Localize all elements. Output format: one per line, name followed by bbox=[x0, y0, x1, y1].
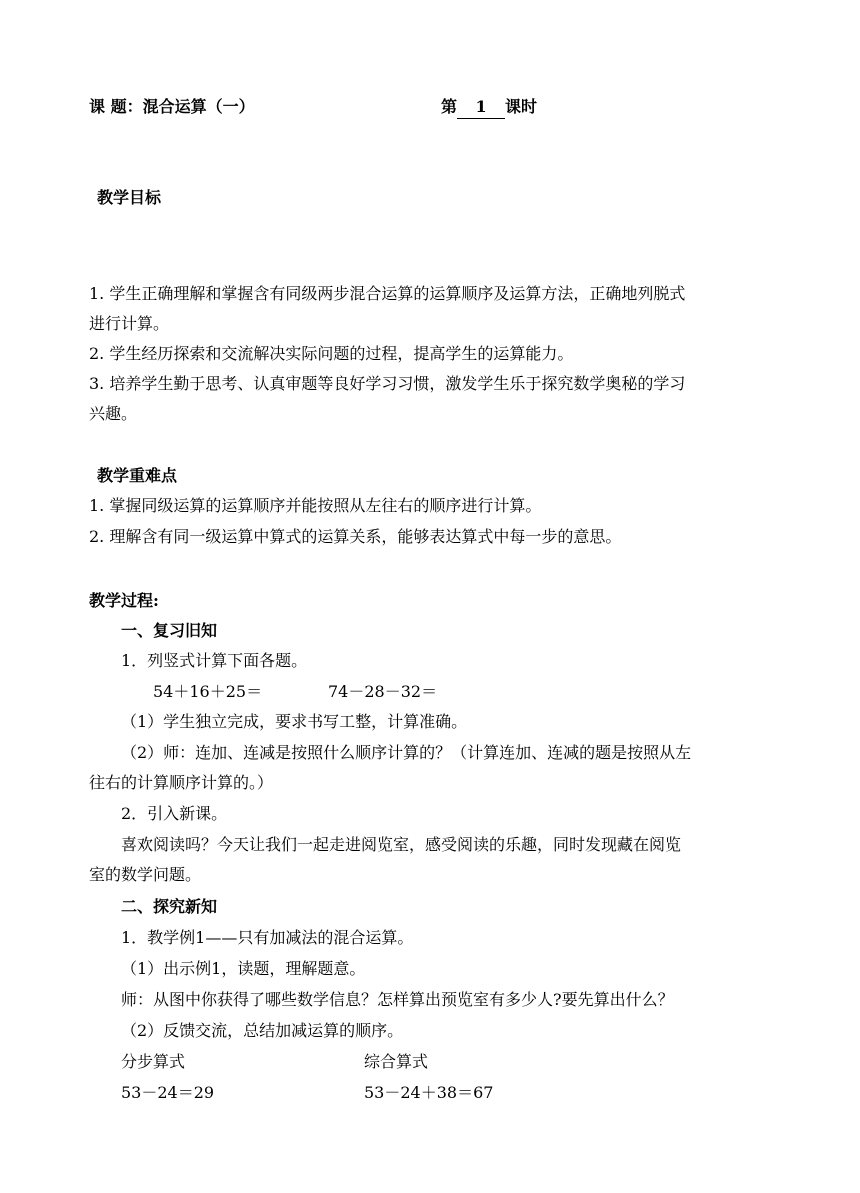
key-point-2: 2. 理解含有同一级运算中算式的运算关系，能够表达算式中每一步的意思。 bbox=[89, 527, 622, 546]
intro-line2: 室的数学问题。 bbox=[89, 865, 202, 884]
expression-2: 74－28－32＝ bbox=[328, 682, 438, 701]
column-header-stepwise: 分步算式 bbox=[121, 1052, 186, 1071]
section-1-item-2: 2．引入新课。 bbox=[121, 804, 228, 823]
expression-1: 54＋16＋25＝ bbox=[153, 682, 263, 701]
lesson-number: 1 bbox=[457, 96, 505, 119]
objective-1-line1: 1. 学生正确理解和掌握含有同级两步混合运算的运算顺序及运算方法，正确地列脱式 bbox=[89, 284, 686, 303]
lesson-period bbox=[441, 96, 537, 119]
objective-3-line1: 3. 培养学生勤于思考、认真审题等良好学习习惯，激发学生乐于探究数学奥秘的学习 bbox=[89, 374, 686, 393]
lesson-topic bbox=[89, 96, 255, 118]
topic-title: 混合运算（一） bbox=[142, 97, 255, 116]
section-1-sub-2-line1: （2）师：连加、连减是按照什么顺序计算的？（计算连加、连减的题是按照从左 bbox=[121, 743, 692, 762]
intro-line1: 喜欢阅读吗？今天让我们一起走进阅览室，感受阅读的乐趣，同时发现藏在阅览 bbox=[121, 835, 682, 854]
lesson-suffix: 课时 bbox=[505, 97, 538, 116]
objective-1-line2: 进行计算。 bbox=[89, 314, 170, 333]
column-header-combined: 综合算式 bbox=[364, 1052, 429, 1071]
teacher-question: 师：从图中你获得了哪些数学信息？怎样算出预览室有多少人?要先算出什么？ bbox=[121, 990, 674, 1009]
section-1-title: 一、复习旧知 bbox=[121, 621, 218, 640]
key-points-heading: 教学重难点 bbox=[97, 466, 178, 485]
section-1-sub-1: （1）学生独立完成，要求书写工整，计算准确。 bbox=[121, 712, 468, 731]
objective-3-line2: 兴趣。 bbox=[89, 404, 138, 423]
section-2-sub-2: （2）反馈交流，总结加减运算的顺序。 bbox=[121, 1021, 404, 1040]
section-2-item-1: 1．教学例1——只有加减法的混合运算。 bbox=[121, 928, 414, 947]
section-1-item-1: 1．列竖式计算下面各题。 bbox=[121, 651, 308, 670]
objectives-heading: 教学目标 bbox=[97, 188, 162, 207]
lesson-prefix: 第 bbox=[441, 97, 458, 116]
process-heading: 教学过程: bbox=[89, 591, 159, 610]
key-point-1: 1. 掌握同级运算的运算顺序并能按照从左往右的顺序进行计算。 bbox=[89, 496, 542, 515]
section-1-sub-2-line2: 往右的计算顺序计算的。） bbox=[89, 773, 274, 792]
section-2-sub-1: （1）出示例1，读题，理解题意。 bbox=[121, 959, 366, 978]
section-2-title: 二、探究新知 bbox=[121, 897, 218, 916]
combined-expression-1: 53－24＋38＝67 bbox=[364, 1083, 494, 1102]
topic-label: 课 题： bbox=[89, 97, 143, 116]
objective-2: 2. 学生经历探索和交流解决实际问题的过程，提高学生的运算能力。 bbox=[89, 344, 574, 363]
stepwise-expression-1: 53－24＝29 bbox=[121, 1083, 215, 1102]
